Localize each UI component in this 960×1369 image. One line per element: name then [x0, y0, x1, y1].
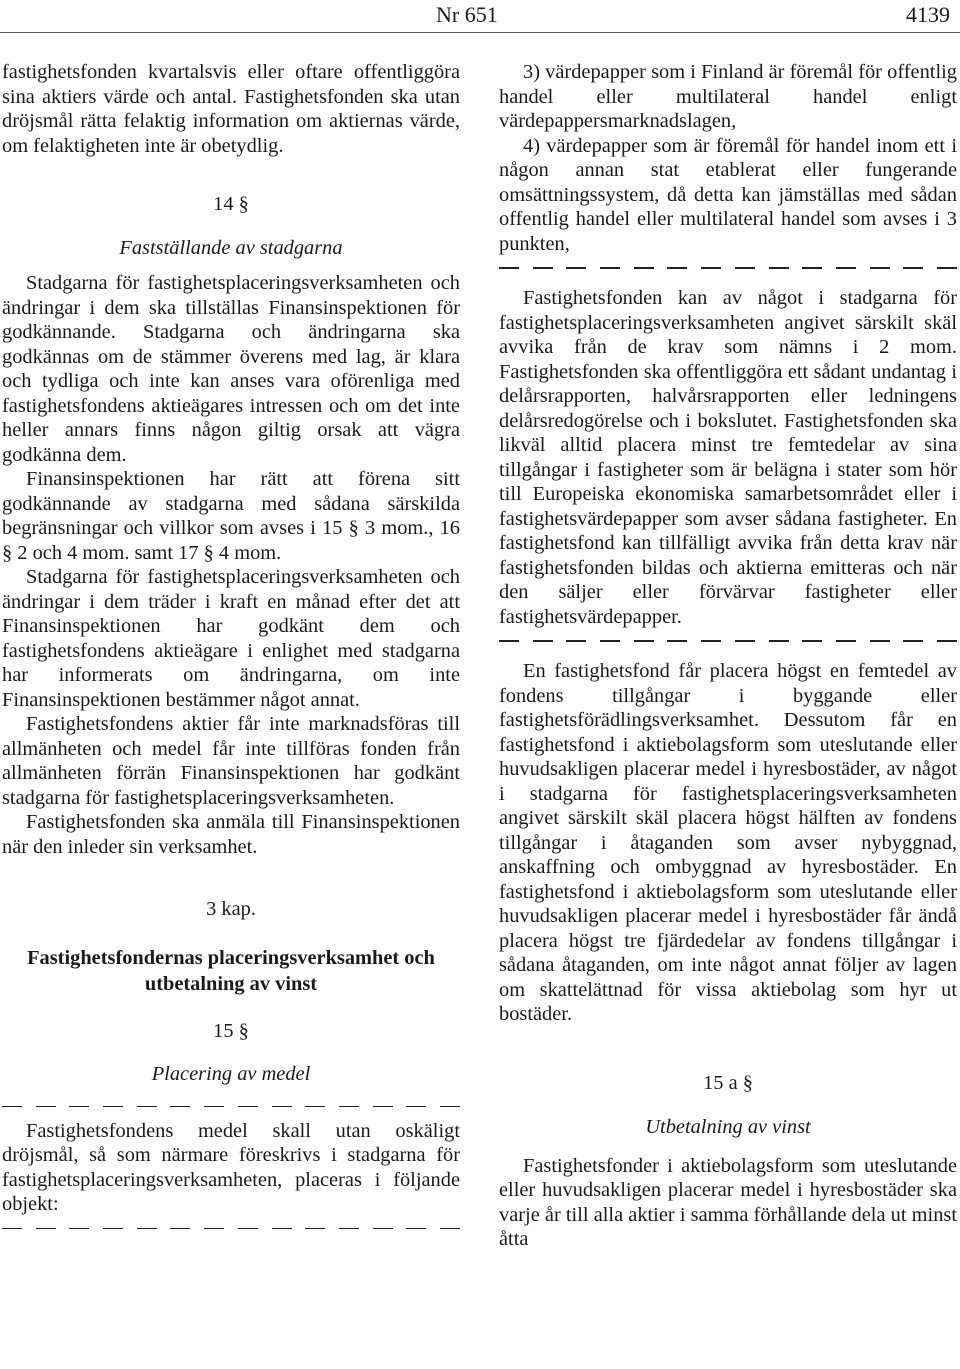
paragraph: Finansinspektionen har rätt att förena sitt godkännande av stadgarna med sådana särskilda begränsningar och villkor som avses i 15 § 3 mom., 16 § 2 och 4 mom. samt 17 § 4 mom.: [2, 468, 460, 564]
right-column: [499, 60, 957, 1252]
section-number: 15 a §: [703, 1071, 753, 1094]
paragraph: Fastighetsfonden ska anmäla till Finansinspektionen när den inleder sin verksamhet.: [2, 811, 460, 858]
header-rule: [0, 32, 960, 33]
paragraph: Stadgarna för fastighetsplaceringsverksamheten och ändringar i dem ska tillställas Finansinspektionen för godkännande. Stadgarna och ändringarna ska godkännas om de stämmer överens med lag, är klara och tydliga och inte kan anses vara oförenliga med fastighetsfondens aktieägares intressen och om det inte heller annars finns någon giltig orsak att vägra godkänna dem.: [2, 272, 460, 466]
paragraph: 3) värdepapper som i Finland är föremål för offentlig handel eller multilateral handel enligt värdepappersmarknadslagen,: [499, 61, 957, 132]
paragraph: Stadgarna för fastighetsplaceringsverksamheten och ändringar i dem träder i kraft en månad efter det att Finansinspektionen har godkänt dem och fastighetsfondens aktieägare i enlighet med stadgarna har informerats om ändringarna, om inte Finansinspektionen bestämmer något annat.: [2, 566, 460, 711]
chapter-number: 3 kap.: [206, 898, 256, 920]
paragraph: 4) värdepapper som är föremål för handel inom ett i någon annan stat etablerat eller fungerande omsättningssystem, då detta kan jämställas med sådan offentlig handel eller multilateral handel som avses i 3 punkten,: [499, 134, 957, 255]
paragraph: En fastighetsfond får placera högst en femtedel av fondens tillgångar i byggande eller fastighetsförädlingsverksamhet. Dessutom får en fastighetsfond i aktiebolagsform som uteslutande eller huvudsakligen placerar medel i hyresbostäder, av något i stadgarna för fastighetsplaceringsverksamheten angivet särskilt skäl placera högst hälften av fondens tillgångar i åtaganden som avser nybyggnad, anskaffning och ombyggnad av hyresbostäder. En fastighetsfond i aktiebolagsform som uteslutande eller huvudsakligen placerar medel i hyresbostäder får ändå placera högst tre fjärdedelar av fondens tillgångar i sådana åtaganden, om inte något annat följer av lagen om skattelättnad för vissa aktiebolag som hyr ut bostäder.: [499, 660, 957, 1025]
omission-line: [499, 629, 957, 653]
page-header: [0, 0, 960, 30]
paragraph: Fastighetsfonder i aktiebolagsform som uteslutande eller huvudsakligen placerar medel i hyresbostäder ska varje år till alla aktier i samma förhållande dela ut minst åtta: [499, 1154, 957, 1250]
left-column: [2, 60, 460, 1241]
omission-line: [499, 256, 957, 280]
section-title: Fastställande av stadgarna: [119, 236, 343, 259]
omission-line: [2, 1217, 460, 1241]
page-number: 4139: [906, 2, 950, 27]
section-title: Placering av medel: [151, 1063, 311, 1085]
paragraph: Fastighetsfondens aktier får inte marknadsföras till allmänheten och medel får inte tillföras fonden från allmänheten förrän Finansinspektionen har godkänt stadgarna för fastighetsplaceringsverksamheten.: [2, 713, 460, 809]
chapter-title: Fastighetsfondernas placeringsverksamhet och utbetalning av vinst: [27, 946, 435, 995]
paragraph: Fastighetsfondens medel skall utan oskäligt dröjsmål, så som närmare föreskrivs i stadgarna för fastighetsplaceringsverksamheten, placeras i följande objekt:: [2, 1119, 460, 1215]
section-number: 15 §: [213, 1019, 249, 1042]
section-title: Utbetalning av vinst: [645, 1116, 811, 1138]
paragraph: fastighetsfonden kvartalsvis eller oftare offentliggöra sina aktiers värde och antal. Fastighetsfonden ska utan dröjsmål rätta felaktig information om aktiernas värde, om felaktigheten inte är obetydlig.: [2, 61, 460, 157]
paragraph: Fastighetsfonden kan av något i stadgarna för fastighetsplaceringsverksamheten angivet särskilt skäl avvika från de krav som nämns i 2 mom. Fastighetsfonden ska offentliggöra ett sådant undantag i delårsrapporten, halvårsrapporten eller ledningens delårsredogörelse och i bokslutet. Fastighetsfonden ska likväl alltid placera minst tre femtedelar av sina tillgångar i fastigheter som är belägna i stater som hör till Europeiska ekonomiska samarbetsområdet eller i fastighetsvärdepapper som avser sådana fastigheter. En fastighetsfond kan tillfälligt avvika från detta krav när fastighetsfonden bildas och aktierna emitteras och när den säljer eller förvärvar fastigheter eller fastighetsvärdepapper.: [499, 287, 957, 628]
section-number: 14 §: [213, 193, 249, 215]
issue-number: Nr 651: [436, 2, 498, 27]
omission-line: [2, 1095, 460, 1119]
